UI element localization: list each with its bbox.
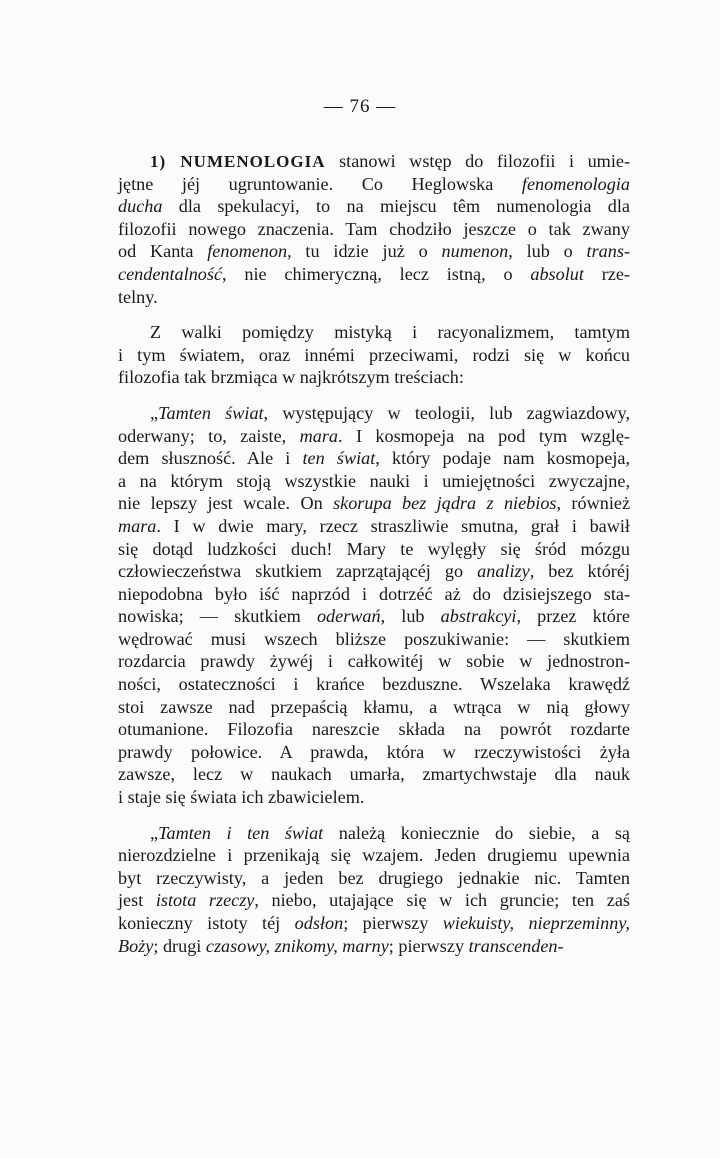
text-run: dem słuszność. Ale i: [118, 448, 303, 469]
text-run: rozdarcia prawdy żywéj i całkowitéj w sobie w jednostron-: [118, 651, 630, 672]
text-run: dla spekulacyi, to na miejscu têm numenologia dla: [162, 196, 630, 217]
text-line: [118, 822, 630, 845]
text-run: Z walki pomiędzy mistyką i racyonalizmem, tamtym: [150, 322, 630, 343]
text-line: [118, 867, 630, 890]
paragraph: [118, 321, 630, 389]
text-run: filozofii nowego znaczenia. Tam chodziło jeszcze o tak zwany: [118, 218, 630, 239]
paragraph-gap: [118, 308, 630, 321]
text-run: jętne jéj ugruntowanie. Co Heglowska: [118, 173, 522, 194]
text-run: . I w dwie mary, rzecz straszliwie smutna, grał i bawił: [156, 515, 630, 536]
text-run: ; pierwszy: [388, 935, 469, 956]
text-line: [118, 718, 630, 741]
text-run: człowieczeństwa skutkiem zaprzątającéj go: [118, 561, 478, 582]
text-run: , również: [556, 493, 631, 514]
text-run: otumanione. Filozofia nareszcie składa na powrót rozdarte: [118, 719, 630, 740]
text-run: nie lepszy jest wcale. On: [118, 493, 334, 514]
italic-text: abstrakcyi: [440, 606, 517, 627]
italic-text: Boży: [118, 935, 154, 956]
text-run: niepodobna było iść naprzód i dotrzéć aż do dzisiejszego sta-: [118, 583, 630, 604]
paragraph: [118, 402, 630, 809]
italic-text: absolut: [530, 263, 584, 284]
text-run: . I kosmopeja na pod tym wzglę-: [338, 425, 630, 446]
text-run: filozofia tak brzmiąca w najkrótszym treściach:: [118, 367, 464, 388]
italic-text: mara: [118, 515, 157, 536]
text-line: [118, 605, 630, 628]
text-line: [118, 583, 630, 606]
text-run: , który podaje nam kosmopeja,: [375, 448, 630, 469]
italic-text: Tamten świat: [158, 402, 264, 423]
page-number: — 76 —: [323, 96, 397, 117]
text-line: [118, 321, 630, 344]
italic-text: oderwań: [316, 606, 381, 627]
text-line: [118, 741, 630, 764]
italic-text: skorupa bez jądra z niebios: [333, 493, 557, 514]
text-line: [118, 628, 630, 651]
paragraph: [118, 822, 630, 958]
text-run: , występujący w teologii, lub zagwiazdowy,: [263, 402, 630, 423]
text-line: [118, 366, 630, 389]
italic-text: numenon: [441, 241, 509, 262]
italic-text: ducha: [118, 196, 163, 217]
italic-text: fenomenon: [207, 241, 288, 262]
text-line: [118, 786, 630, 809]
text-line: [118, 263, 630, 286]
text-line: [118, 696, 630, 719]
text-line: [118, 515, 630, 538]
italic-text: ten świat: [302, 448, 376, 469]
text-line: [118, 650, 630, 673]
text-line: [118, 344, 630, 367]
text-line: [118, 173, 630, 196]
italic-text: istota rzeczy: [155, 890, 255, 911]
text-line: [118, 935, 630, 958]
italic-text: analizy: [477, 561, 530, 582]
paragraph-gap: [118, 389, 630, 402]
text-line: [118, 286, 630, 309]
text-line: [118, 470, 630, 493]
text-run: , nie chimeryczną, lecz istną, o: [222, 263, 531, 284]
text-run: i tym światem, oraz innémi przeciwami, rodzi się w końcu: [118, 344, 630, 365]
text-run: oderwany; to, zaiste,: [118, 425, 300, 446]
text-line: [118, 763, 630, 786]
text-run: rze-: [583, 263, 630, 284]
text-run: ; drugi: [153, 935, 206, 956]
text-line: [118, 402, 630, 425]
text-run: stoi zawsze nad przepaścią kłamu, a wtrąca w nią głowy: [118, 696, 630, 717]
section-heading: 1) NUMENOLOGIA: [150, 152, 326, 171]
text-run: stanowi wstęp do filozofii i umie-: [325, 151, 631, 171]
text-run: , tu idzie już o: [287, 241, 442, 262]
text-line: [118, 492, 630, 515]
text-run: konieczny istoty téj: [118, 913, 295, 933]
paragraph: [118, 150, 630, 308]
text-line: [118, 538, 630, 561]
text-run: należą koniecznie do siebie, a są: [323, 822, 630, 843]
italic-text: mara: [299, 425, 338, 446]
text-line: [118, 889, 630, 912]
text-line: [118, 150, 630, 173]
text-run: wędrować musi wszech bliższe poszukiwanie: — skutkiem: [118, 628, 630, 649]
text-run: ; pierwszy: [343, 913, 443, 933]
text-line: [118, 425, 630, 448]
text-run: od Kanta: [118, 241, 208, 262]
text-run: a na którym stoją wszystkie nauki i umiejętności zwyczajne,: [118, 470, 630, 491]
text-run: jest: [118, 890, 156, 911]
text-run: zawsze, lecz w naukach umarła, zmartychwstaje dla nauk: [118, 764, 630, 785]
italic-text: czasowy, znikomy, marny: [205, 935, 389, 956]
text-run: ności, ostateczności i krańce bezduszne. Wszelaka krawędź: [118, 674, 630, 695]
paragraph-gap: [118, 809, 630, 822]
text-run: i staje się świata ich zbawicielem.: [118, 787, 365, 808]
text-line: [118, 673, 630, 696]
italic-text: transcenden-: [468, 935, 564, 956]
text-line: [118, 912, 630, 935]
text-line: [118, 560, 630, 583]
italic-text: fenomenologia: [521, 173, 630, 194]
text-run: , przez które: [516, 606, 630, 627]
text-run: „: [150, 402, 159, 423]
text-run: , lub o: [508, 241, 587, 262]
page-text: [118, 150, 630, 957]
italic-text: cendentalność: [118, 263, 223, 284]
text-run: , lub: [380, 606, 441, 627]
text-run: byt rzeczywisty, a jeden bez drugiego jednakie nic. Tamten: [118, 867, 630, 888]
text-line: [118, 447, 630, 470]
italic-text: trans-: [586, 241, 630, 262]
text-run: prawdy połowice. A prawda, która w rzeczywistości żyła: [118, 741, 630, 762]
text-run: się dotąd ludzkości duch! Mary te wylęgły się śród mózgu: [118, 538, 630, 559]
text-run: telny.: [118, 286, 158, 307]
italic-text: wiekuisty, nieprzeminny,: [442, 913, 630, 933]
text-run: , bez któréj: [529, 561, 630, 582]
text-line: [118, 844, 630, 867]
text-run: nierozdzielne i przenikają się wzajem. Jeden drugiemu upewnia: [118, 845, 630, 866]
text-run: „: [150, 822, 159, 843]
text-line: [118, 218, 630, 241]
italic-text: Tamten i ten świat: [158, 822, 324, 843]
text-run: nowiska; — skutkiem: [118, 606, 317, 627]
text-line: [118, 195, 630, 218]
italic-text: odsłon: [294, 913, 344, 933]
text-line: [118, 240, 630, 263]
text-run: , niebo, utajające się w ich gruncie; ten zaś: [254, 890, 630, 911]
